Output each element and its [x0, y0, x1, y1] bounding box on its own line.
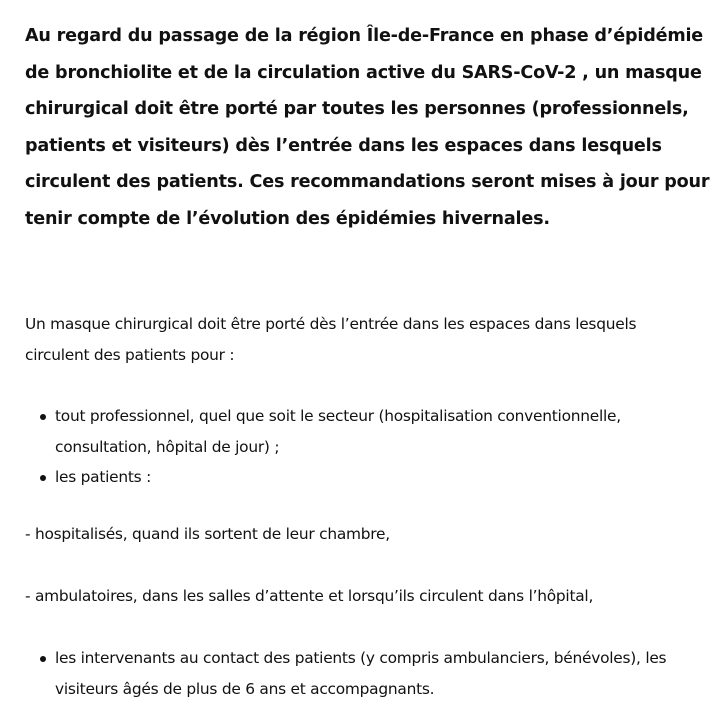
bullet-icon — [40, 414, 46, 420]
bullet-icon — [40, 656, 46, 662]
list-item — [37, 462, 705, 493]
bullet-list-recipients — [37, 401, 705, 493]
list-item-text: les intervenants au contact des patients (y compris ambulanciers, bénévoles), les visiteurs âgés de plus de 6 ans et accompagnants. — [55, 649, 667, 698]
list-item-text: les patients : — [55, 468, 152, 486]
list-item-text: tout professionnel, quel que soit le secteur (hospitalisation conventionnelle, consultation, hôpital de jour) ; — [55, 407, 621, 456]
article-content — [25, 18, 715, 698]
list-item — [37, 401, 705, 462]
dash-item-ambulatory: - ambulatoires, dans les salles d’attente et lorsqu’ils circulent dans l’hôpital, — [25, 587, 594, 605]
dash-item-hospitalized: - hospitalisés, quand ils sortent de leur chambre, — [25, 525, 390, 543]
bullet-icon — [40, 475, 46, 481]
intro-paragraph: Un masque chirurgical doit être porté dès l’entrée dans les espaces dans lesquels circulent des patients pour : — [25, 315, 637, 364]
lead-paragraph: Au regard du passage de la région Île-de-France en phase d’épidémie de bronchiolite et de la circulation active du SARS-CoV-2 , un masque chirurgical doit être porté par toutes les personnes (professionnels, patients et visiteurs) dès l’entrée dans les espaces dans lesquels circulent des patients. Ces recommandations seront mises à jour pour tenir compte de l’évolution des épidémies hivernales. — [25, 26, 710, 229]
list-item — [37, 643, 705, 704]
bullet-list-visitors — [37, 643, 705, 704]
